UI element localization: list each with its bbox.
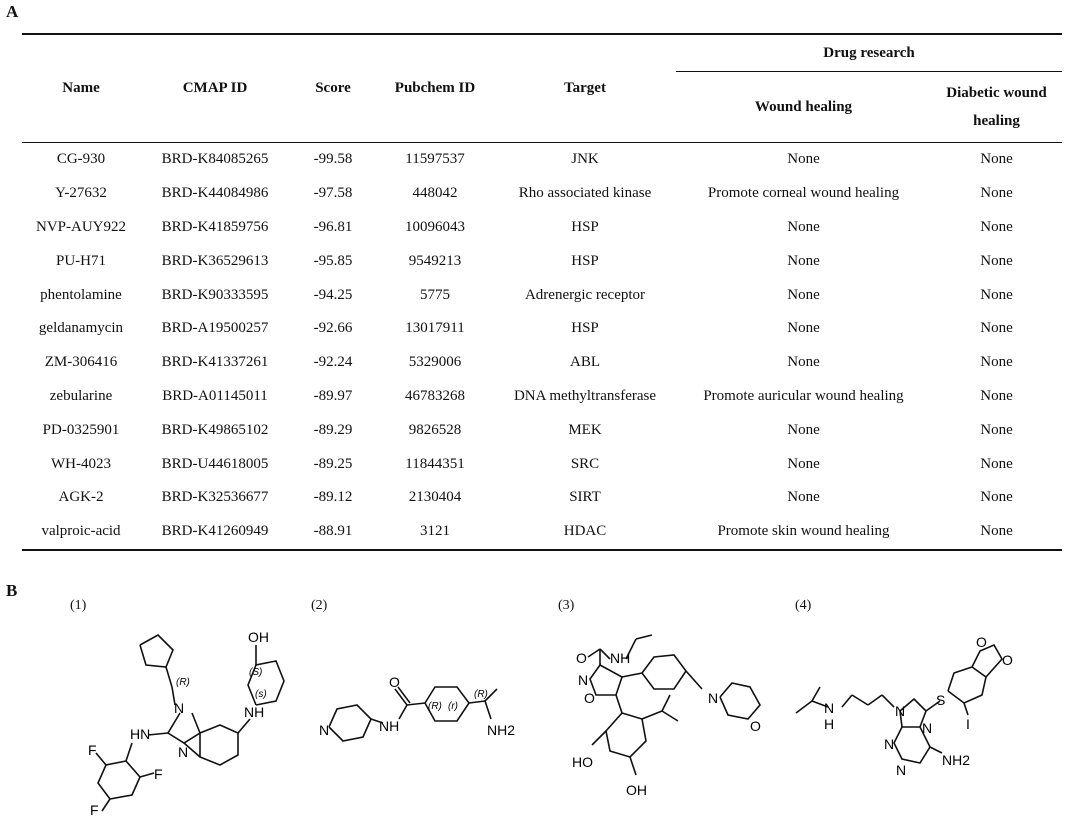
cell-score: -97.58	[313, 185, 353, 202]
table-row	[22, 278, 1062, 312]
s4-i: I	[966, 716, 970, 732]
cell-diabetic: None	[931, 515, 1062, 550]
cell-wound: None	[787, 320, 820, 337]
cell-score: -95.85	[313, 252, 353, 269]
cell-wound: None	[787, 421, 820, 438]
cell-pubchem: 5775	[420, 286, 450, 303]
cell-name: zebularine	[49, 387, 113, 404]
cell-score: -92.66	[313, 320, 353, 337]
cell-wound: None	[676, 143, 931, 177]
cell-name: valproic-acid	[22, 515, 140, 550]
cell-name: NVP-AUY922	[36, 218, 126, 235]
s1-stereo-s2: (s)	[255, 689, 267, 700]
s2-nh2: NH2	[487, 722, 516, 738]
header-diabetic-wound-healing	[931, 72, 1062, 143]
cell-wound: None	[787, 218, 820, 235]
cell-target: HDAC	[494, 515, 676, 550]
cell-score: -94.25	[313, 286, 353, 303]
cell-cmap: BRD-K41260949	[140, 515, 290, 550]
s2-stereo-r2: (r)	[448, 701, 458, 712]
cell-wound: None	[787, 252, 820, 269]
table-row	[22, 380, 1062, 414]
cell-cmap: BRD-K44084986	[161, 185, 269, 202]
structure-1-label: (1)	[70, 598, 87, 613]
cell-name: phentolamine	[40, 286, 122, 303]
table-body	[22, 143, 1062, 550]
cell-target: MEK	[568, 421, 602, 438]
cell-target: HSP	[571, 218, 599, 235]
s4-n: N	[824, 700, 835, 716]
cell-diabetic: None	[980, 185, 1013, 202]
table-row	[22, 312, 1062, 346]
cell-wound: Promote auricular wound healing	[703, 387, 904, 404]
structure-4-drawing	[790, 615, 1040, 805]
cell-diabetic: None	[931, 143, 1062, 177]
cell-wound: None	[787, 489, 820, 506]
cell-name: PD-0325901	[42, 421, 120, 438]
s4-n3: N	[884, 736, 895, 752]
s1-f1: F	[88, 742, 97, 758]
cell-score: -89.29	[313, 421, 353, 438]
panel-label-b: B	[6, 581, 18, 600]
header-cmap-id: CMAP ID	[140, 34, 290, 143]
cell-target: DNA methyltransferase	[513, 387, 657, 404]
table-row	[22, 515, 1062, 550]
s4-s: S	[936, 692, 946, 708]
cell-cmap: BRD-K32536677	[161, 489, 269, 506]
cell-diabetic: None	[980, 286, 1013, 303]
cell-name: Y-27632	[55, 185, 107, 202]
structure-3-drawing	[570, 615, 790, 815]
structure-1-drawing	[80, 615, 310, 815]
s1-n1: N	[174, 700, 185, 716]
cell-score: -89.97	[313, 387, 353, 404]
table-row	[22, 143, 1062, 177]
s1-stereo-s: (S)	[249, 667, 263, 678]
header-diabetic-line1: Diabetic wound	[946, 85, 1047, 101]
cell-target: HSP	[571, 320, 599, 337]
cell-diabetic: None	[980, 218, 1013, 235]
drug-table	[22, 33, 1062, 551]
cell-cmap: BRD-K41337261	[161, 354, 269, 371]
s3-oh: OH	[626, 782, 647, 798]
header-wound-healing: Wound healing	[754, 99, 853, 115]
table-row	[22, 413, 1062, 447]
cell-diabetic: None	[980, 387, 1013, 404]
cell-diabetic: None	[980, 252, 1013, 269]
s3-n2: N	[708, 690, 719, 706]
structure-1	[80, 615, 310, 820]
cell-target: ABL	[570, 354, 600, 371]
s1-stereo-r: (R)	[176, 677, 190, 688]
s3-n: N	[578, 672, 589, 688]
cell-cmap: BRD-K49865102	[161, 421, 269, 438]
s3-o3: O	[750, 718, 761, 734]
cell-pubchem: 9549213	[408, 252, 462, 269]
s2-o: O	[389, 674, 400, 690]
cell-pubchem: 5329006	[408, 354, 462, 371]
cell-pubchem: 2130404	[408, 489, 462, 506]
s4-n4: N	[896, 762, 907, 778]
structure-4	[790, 615, 1040, 810]
structure-2-label: (2)	[311, 598, 328, 613]
cell-name: geldanamycin	[38, 320, 124, 337]
cell-name: AGK-2	[58, 489, 104, 506]
table-row	[22, 177, 1062, 211]
cell-wound: None	[787, 286, 820, 303]
cell-pubchem: 46783268	[405, 387, 465, 404]
s2-stereo-r3: (R)	[474, 689, 488, 700]
cell-target: SIRT	[569, 489, 601, 506]
s3-o1: O	[576, 650, 587, 666]
cell-target: HSP	[571, 252, 599, 269]
cell-diabetic: None	[980, 320, 1013, 337]
table-row	[22, 346, 1062, 380]
structure-3-label: (3)	[558, 598, 575, 613]
cell-pubchem: 11597537	[376, 143, 494, 177]
cell-wound: None	[787, 354, 820, 371]
s2-nh: NH	[379, 718, 400, 734]
header-drug-research: Drug research	[676, 34, 1062, 72]
cell-cmap: BRD-A01145011	[162, 387, 268, 404]
cell-score: -92.24	[313, 354, 353, 371]
s1-oh: OH	[248, 629, 269, 645]
s2-n: N	[319, 722, 330, 738]
cell-wound: None	[787, 455, 820, 472]
cell-cmap: BRD-K41859756	[161, 218, 269, 235]
structure-4-label: (4)	[795, 598, 812, 613]
cell-name: CG-930	[22, 143, 140, 177]
structure-3	[570, 615, 790, 820]
s3-ho: HO	[572, 754, 593, 770]
s1-n2: N	[178, 744, 189, 760]
cell-score: -96.81	[313, 218, 353, 235]
cell-cmap: BRD-A19500257	[161, 320, 269, 337]
table-row	[22, 447, 1062, 481]
cell-cmap: BRD-K90333595	[161, 286, 269, 303]
cell-score: -88.91	[290, 515, 376, 550]
cell-target: JNK	[494, 143, 676, 177]
cell-target: Adrenergic receptor	[524, 286, 646, 303]
cell-target: SRC	[570, 455, 600, 472]
cell-pubchem: 13017911	[405, 320, 465, 337]
s2-stereo-r1: (R)	[428, 701, 442, 712]
cell-diabetic: None	[980, 489, 1013, 506]
cell-diabetic: None	[980, 455, 1013, 472]
structure-2	[315, 665, 525, 780]
s4-h: H	[824, 716, 835, 732]
header-diabetic-line2: healing	[973, 113, 1020, 129]
s3-o2: O	[584, 690, 595, 706]
s1-f3: F	[90, 802, 99, 815]
structure-2-drawing	[315, 665, 525, 775]
s1-f2: F	[154, 766, 163, 782]
s4-o1: O	[976, 634, 987, 650]
cell-name: ZM-306416	[44, 354, 118, 371]
table-row	[22, 211, 1062, 245]
table-row	[22, 481, 1062, 515]
cell-name: PU-H71	[55, 252, 106, 269]
cell-score: -89.12	[313, 489, 353, 506]
header-target: Target	[494, 34, 676, 143]
cell-score: -89.25	[313, 455, 353, 472]
s4-n2: N	[922, 720, 933, 736]
cell-cmap: BRD-K36529613	[161, 252, 269, 269]
s4-n1: N	[895, 703, 906, 719]
cell-score: -99.58	[290, 143, 376, 177]
s4-nh2: NH2	[942, 752, 971, 768]
cell-name: WH-4023	[51, 455, 111, 472]
header-name: Name	[22, 34, 140, 143]
cell-pubchem: 9826528	[408, 421, 462, 438]
cell-cmap: BRD-K84085265	[140, 143, 290, 177]
cell-diabetic: None	[980, 421, 1013, 438]
s1-nh: NH	[244, 704, 265, 720]
cell-pubchem: 10096043	[405, 218, 465, 235]
s3-nh: NH	[610, 650, 631, 666]
cell-pubchem: 11844351	[405, 455, 465, 472]
cell-target: Rho associated kinase	[518, 185, 652, 202]
header-score: Score	[290, 34, 376, 143]
cell-pubchem: 448042	[412, 185, 458, 202]
s1-hn: HN	[130, 726, 151, 742]
cell-wound: Promote skin wound healing	[676, 515, 931, 550]
cell-pubchem: 3121	[376, 515, 494, 550]
header-pubchem-id: Pubchem ID	[376, 34, 494, 143]
cell-wound: Promote corneal wound healing	[707, 185, 900, 202]
table-row	[22, 244, 1062, 278]
s4-o2: O	[1002, 652, 1013, 668]
panel-label-a: A	[6, 2, 19, 21]
cell-diabetic: None	[980, 354, 1013, 371]
cell-cmap: BRD-U44618005	[161, 455, 269, 472]
